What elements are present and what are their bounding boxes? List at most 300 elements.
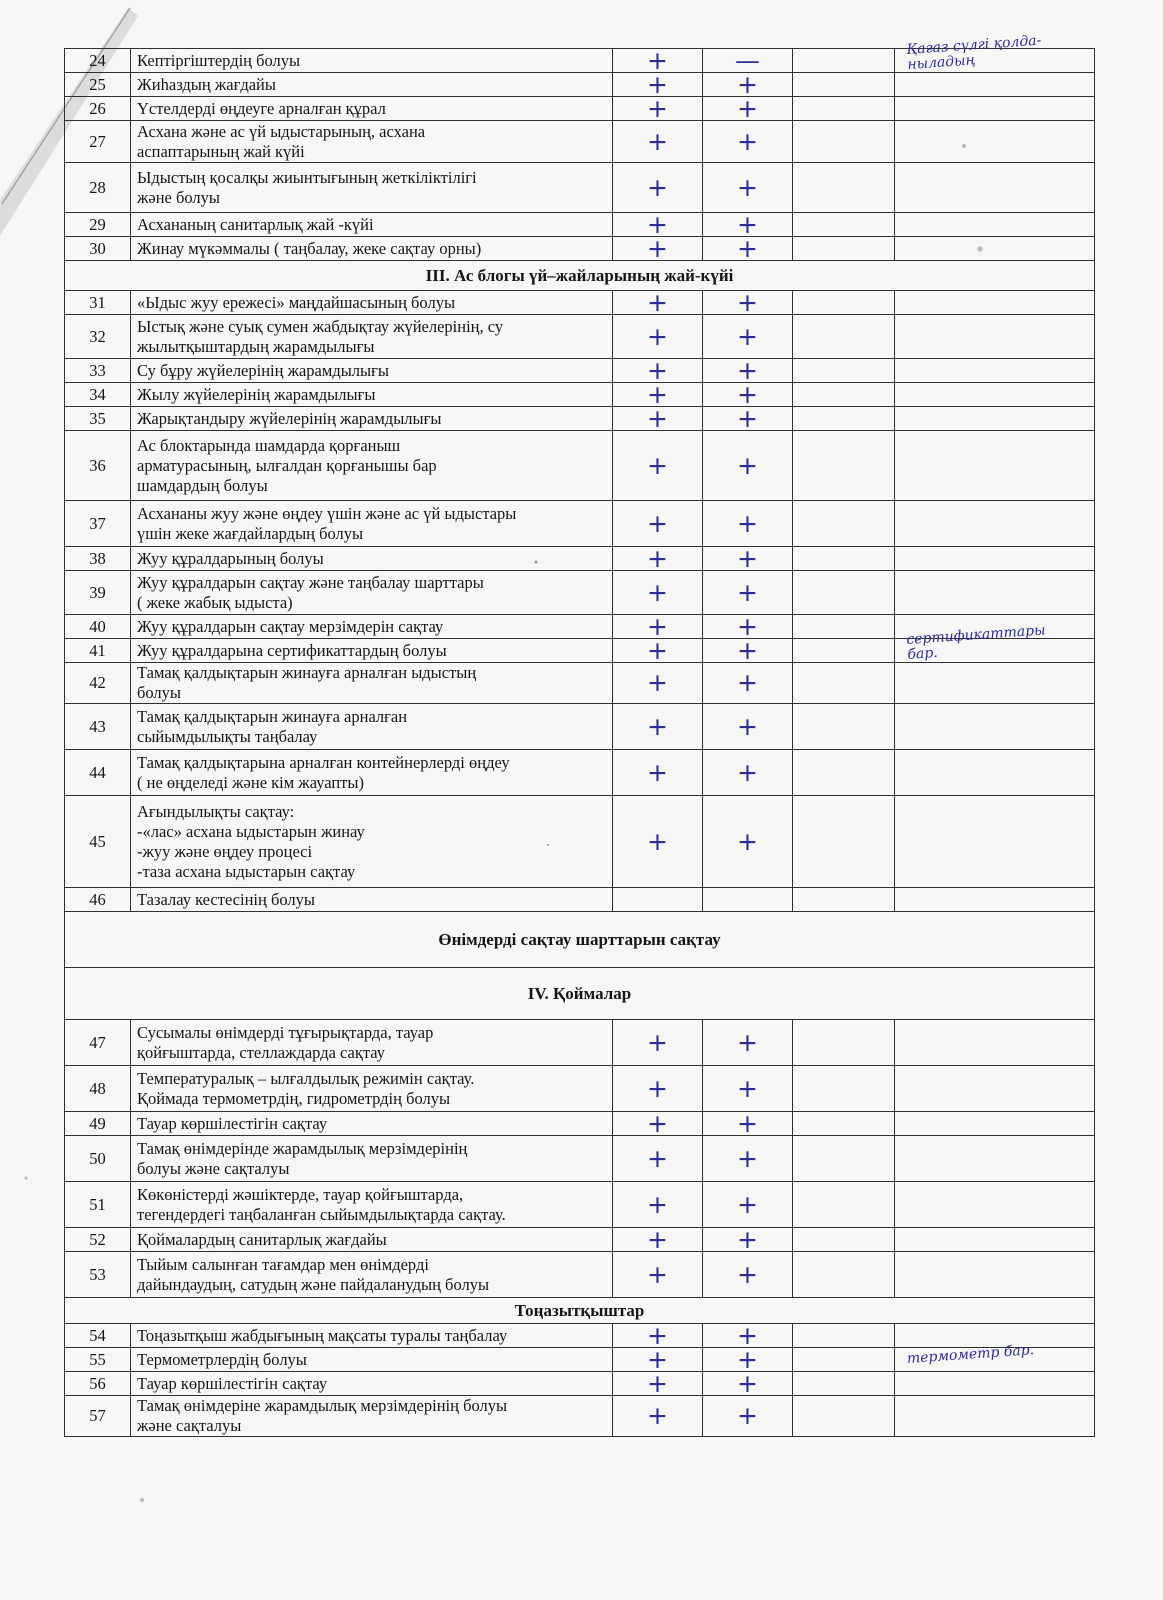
- table-row: [65, 750, 1095, 796]
- mark-cell-2: [703, 287, 793, 317]
- mark-cell-1: [613, 888, 703, 912]
- description-line: тегендердегі таңбаланған сыйымдылықтарда сақтау.: [137, 1204, 506, 1224]
- note-cell: [895, 315, 1095, 359]
- empty-cell: [793, 213, 895, 237]
- description-line: үшін жеке жағдайлардың болуы: [137, 523, 364, 543]
- note-cell: [895, 571, 1095, 615]
- plus-mark: +: [647, 826, 668, 856]
- description-line: сыйымдылықты таңбалау: [137, 726, 318, 746]
- empty-cell: [793, 571, 895, 615]
- description-line: Жуу құралдарына сертификаттардың болуы: [137, 640, 447, 660]
- empty-cell: [793, 237, 895, 261]
- description-line: -жуу және өңдеу процесі: [137, 841, 313, 861]
- plus-mark: +: [737, 1259, 758, 1289]
- description-line: Асхананы жуу және өңдеу үшін және ас үй ыдыстары: [137, 503, 517, 523]
- description-line: Ағындылықты сақтау:: [137, 801, 295, 821]
- plus-mark: +: [647, 508, 668, 538]
- empty-cell: [793, 1324, 895, 1348]
- description-line: Кептіргіштердің болуы: [137, 50, 301, 70]
- row-number: 50: [65, 1136, 131, 1182]
- description-line: дайындаудың, сатудың және пайдаланудың болуы: [137, 1274, 490, 1294]
- row-description: [131, 888, 613, 912]
- row-description: [131, 547, 613, 571]
- plus-mark: +: [647, 711, 668, 741]
- plus-mark: +: [737, 233, 758, 263]
- empty-cell: [793, 73, 895, 97]
- empty-cell: [793, 383, 895, 407]
- rows-section-2-end: [65, 32, 1095, 263]
- empty-cell: [793, 888, 895, 912]
- row-description: [131, 359, 613, 383]
- plus-mark: +: [647, 93, 668, 123]
- table-row: [65, 1228, 1095, 1252]
- mark-cell-1: [613, 163, 703, 213]
- mark-cell-1: [613, 796, 703, 888]
- empty-cell: [793, 1020, 895, 1066]
- table-row: [65, 97, 1095, 121]
- mark-cell-2: [703, 1136, 793, 1182]
- note-cell: [895, 359, 1095, 383]
- row-number: 25: [65, 73, 131, 97]
- mark-cell-2: [703, 431, 793, 501]
- row-number: 38: [65, 547, 131, 571]
- mark-cell-2: [703, 704, 793, 750]
- description-line: Тамақ қалдықтарын жинауға арналған: [137, 706, 408, 726]
- empty-cell: [793, 407, 895, 431]
- table-row: [65, 1136, 1095, 1182]
- description-line: Тамақ қалдықтарына арналған контейнерлерді өңдеу: [137, 752, 510, 772]
- row-description: [131, 1112, 613, 1136]
- plus-mark: +: [737, 1189, 758, 1219]
- row-description: [131, 73, 613, 97]
- row-number: 37: [65, 501, 131, 547]
- plus-mark: +: [737, 209, 758, 239]
- mark-cell-1: [613, 1252, 703, 1298]
- row-number: 32: [65, 315, 131, 359]
- description-line: жылытқыштардың жарамдылығы: [137, 336, 375, 356]
- mark-cell-2: [703, 1396, 793, 1437]
- note-cell: [895, 704, 1095, 750]
- note-cell: [895, 237, 1095, 261]
- empty-cell: [793, 547, 895, 571]
- row-description: [131, 663, 613, 704]
- mark-cell-1: [613, 1020, 703, 1066]
- plus-mark: +: [647, 635, 668, 665]
- description-line: Жылу жүйелерінің жарамдылығы: [137, 384, 376, 404]
- plus-mark: +: [647, 126, 668, 156]
- row-number: 49: [65, 1112, 131, 1136]
- handwritten-line: бар.: [906, 644, 939, 663]
- plus-mark: +: [737, 577, 758, 607]
- row-number: 41: [65, 639, 131, 663]
- mark-cell-1: [613, 1368, 703, 1398]
- table-row: [65, 501, 1095, 547]
- table-row: [65, 1066, 1095, 1112]
- table-row: [65, 213, 1095, 237]
- row-description: [131, 571, 613, 615]
- plus-mark: +: [737, 355, 758, 385]
- table-row: [65, 315, 1095, 359]
- table-row: [65, 1396, 1095, 1437]
- plus-mark: +: [737, 668, 758, 697]
- description-line: Ас блоктарында шамдарда қорғаныш: [137, 435, 401, 455]
- mark-cell-2: [703, 1224, 793, 1254]
- mark-cell-2: [703, 635, 793, 665]
- table-row: [65, 663, 1095, 704]
- note-cell: [895, 32, 1095, 73]
- plus-mark: +: [647, 287, 668, 317]
- plus-mark: +: [647, 1143, 668, 1173]
- plus-mark: +: [647, 1320, 668, 1350]
- handwritten-line: термометр бар.: [906, 1342, 1035, 1367]
- row-description: [131, 121, 613, 163]
- row-description: [131, 1020, 613, 1066]
- mark-cell-2: [703, 163, 793, 213]
- plus-mark: +: [737, 1108, 758, 1138]
- row-number: 51: [65, 1182, 131, 1228]
- note-cell: [895, 121, 1095, 163]
- description-line: Жиһаздың жағдайы: [137, 74, 276, 94]
- empty-cell: [793, 501, 895, 547]
- handwritten-line: сертификаттары: [905, 622, 1046, 648]
- empty-cell: [793, 1396, 895, 1437]
- plus-mark: +: [737, 711, 758, 741]
- mark-cell-2: [703, 1020, 793, 1066]
- description-line: Тауар көршілестігін сақтау: [137, 1113, 328, 1133]
- plus-mark: +: [737, 611, 758, 641]
- note-cell: [895, 213, 1095, 237]
- rows-section-4: [65, 1020, 1095, 1298]
- handwritten-line: ныладың: [906, 52, 977, 73]
- description-line: Тамақ өнімдерінде жарамдылық мерзімдерінің: [137, 1138, 468, 1158]
- mark-cell-2: [703, 233, 793, 263]
- row-number: 47: [65, 1020, 131, 1066]
- plus-mark: +: [647, 209, 668, 239]
- row-description: [131, 1396, 613, 1437]
- plus-mark: +: [647, 233, 668, 263]
- description-line: Тамақ қалдықтарын жинауға арналған ыдыстың: [137, 663, 477, 682]
- description-line: Ыдыстың қосалқы жиынтығының жеткіліктілігі: [137, 167, 477, 187]
- empty-cell: [793, 1348, 895, 1372]
- mark-cell-1: [613, 543, 703, 573]
- description-line: Көкөністерді жәшіктерде, тауар қойғыштарда,: [137, 1184, 464, 1204]
- row-number: 26: [65, 97, 131, 121]
- handwritten-note: [906, 1343, 1034, 1367]
- checklist-table: [64, 32, 1095, 1437]
- empty-cell: [793, 1252, 895, 1298]
- row-number: 33: [65, 359, 131, 383]
- description-line: болуы және сақталуы: [137, 1158, 290, 1178]
- row-description: [131, 1228, 613, 1252]
- note-cell: [895, 1396, 1095, 1437]
- note-cell: [895, 291, 1095, 315]
- note-cell: [895, 1136, 1095, 1182]
- table-row: [65, 49, 1095, 73]
- note-cell: [895, 431, 1095, 501]
- mark-cell-1: [613, 635, 703, 665]
- empty-cell: [793, 49, 895, 73]
- row-description: [131, 615, 613, 639]
- row-number: 52: [65, 1228, 131, 1252]
- description-line: Жарықтандыру жүйелерінің жарамдылығы: [137, 408, 442, 428]
- table-row: [65, 359, 1095, 383]
- plus-mark: +: [647, 668, 668, 697]
- empty-cell: [793, 750, 895, 796]
- plus-mark: +: [647, 1259, 668, 1289]
- note-cell: [895, 1372, 1095, 1396]
- plus-mark: +: [737, 69, 758, 99]
- section-header-storage: [65, 912, 1095, 1020]
- mark-cell-1: [613, 403, 703, 433]
- section-header-3: [65, 261, 1095, 291]
- description-line: Жинау мүкәммалы ( таңбалау, жеке сақтау орны): [137, 238, 482, 258]
- note-cell: [895, 1252, 1095, 1298]
- plus-mark: +: [737, 321, 758, 351]
- row-description: [131, 639, 613, 663]
- row-number: 40: [65, 615, 131, 639]
- note-cell: [895, 663, 1095, 704]
- plus-mark: +: [647, 379, 668, 409]
- table-row: [65, 1252, 1095, 1298]
- plus-mark: +: [647, 611, 668, 641]
- empty-cell: [793, 1182, 895, 1228]
- table-row: [65, 796, 1095, 888]
- mark-cell-2: [703, 663, 793, 704]
- plus-mark: +: [647, 757, 668, 787]
- row-description: [131, 431, 613, 501]
- description-line: Жуу құралдарының болуы: [137, 548, 324, 568]
- plus-mark: +: [737, 508, 758, 538]
- note-cell: [895, 407, 1095, 431]
- description-line: Тыйым салынған тағамдар мен өнімдерді: [137, 1254, 429, 1274]
- mark-cell-2: [703, 121, 793, 163]
- mark-cell-2: [703, 888, 793, 912]
- mark-cell-2: [703, 750, 793, 796]
- empty-cell: [793, 359, 895, 383]
- plus-mark: +: [737, 1344, 758, 1374]
- row-description: [131, 704, 613, 750]
- plus-mark: +: [737, 757, 758, 787]
- row-number: 56: [65, 1372, 131, 1396]
- note-cell: [895, 1228, 1095, 1252]
- description-line: болуы: [137, 683, 181, 702]
- description-line: -«лас» асхана ыдыстарын жинау: [137, 821, 365, 841]
- description-line: Тоңазытқыш жабдығының мақсаты туралы таңбалау: [137, 1325, 508, 1345]
- row-description: [131, 1324, 613, 1348]
- description-line: Тазалау кестесінің болуы: [137, 889, 315, 909]
- table-row: [65, 888, 1095, 912]
- plus-mark: +: [647, 1344, 668, 1374]
- section-3-title: III. Ас блогы үй–жайларының жай-күйі: [65, 261, 1095, 291]
- plus-mark: +: [737, 403, 758, 433]
- plus-mark: +: [737, 1401, 758, 1430]
- plus-mark: +: [737, 1224, 758, 1254]
- description-line: Асхананың санитарлық жай -күйі: [137, 214, 374, 234]
- row-description: [131, 1372, 613, 1396]
- mark-cell-2: [703, 1066, 793, 1112]
- plus-mark: +: [647, 577, 668, 607]
- empty-cell: [793, 1136, 895, 1182]
- row-description: [131, 237, 613, 261]
- row-number: 55: [65, 1348, 131, 1372]
- row-description: [131, 213, 613, 237]
- row-number: 53: [65, 1252, 131, 1298]
- plus-mark: +: [737, 172, 758, 202]
- table-row: [65, 73, 1095, 97]
- mark-cell-1: [613, 315, 703, 359]
- mark-cell-1: [613, 1224, 703, 1254]
- empty-cell: [793, 315, 895, 359]
- row-description: [131, 1136, 613, 1182]
- table-row: [65, 1020, 1095, 1066]
- mark-cell-1: [613, 1182, 703, 1228]
- plus-mark: +: [647, 321, 668, 351]
- section-4-title: IV. Қоймалар: [65, 968, 1095, 1020]
- description-line: Қоймалардың санитарлық жағдайы: [137, 1229, 387, 1249]
- table-row: [65, 407, 1095, 431]
- rows-fridges: [65, 1320, 1095, 1437]
- mark-cell-1: [613, 287, 703, 317]
- description-line: ( не өңделеді және кім жауапты): [137, 772, 364, 792]
- plus-mark: +: [647, 450, 668, 480]
- note-cell: [895, 888, 1095, 912]
- empty-cell: [793, 431, 895, 501]
- empty-cell: [793, 704, 895, 750]
- mark-cell-2: [703, 543, 793, 573]
- description-line: Үстелдерді өңдеуге арналған құрал: [137, 98, 386, 118]
- row-number: 39: [65, 571, 131, 615]
- rows-section-3: [65, 287, 1095, 912]
- mark-cell-1: [613, 571, 703, 615]
- note-cell: [895, 501, 1095, 547]
- row-number: 46: [65, 888, 131, 912]
- plus-mark: +: [737, 1027, 758, 1057]
- table-row: [65, 1112, 1095, 1136]
- plus-mark: +: [647, 1108, 668, 1138]
- row-number: 43: [65, 704, 131, 750]
- row-description: [131, 291, 613, 315]
- description-line: арматурасының, ылғалдан қорғанышы бар: [137, 455, 437, 475]
- mark-cell-2: [703, 1368, 793, 1398]
- mark-cell-1: [613, 1108, 703, 1138]
- row-description: [131, 315, 613, 359]
- mark-cell-2: [703, 571, 793, 615]
- row-description: [131, 97, 613, 121]
- table-row: [65, 1348, 1095, 1372]
- description-line: ( жеке жабық ыдыста): [137, 592, 293, 612]
- plus-mark: +: [647, 45, 668, 75]
- dash-mark: —: [735, 45, 760, 75]
- mark-cell-2: [703, 501, 793, 547]
- mark-cell-2: [703, 1252, 793, 1298]
- description-line: Ыстық және суық сумен жабдықтау жүйелерінің, су: [137, 316, 504, 336]
- empty-cell: [793, 663, 895, 704]
- empty-cell: [793, 121, 895, 163]
- mark-cell-2: [703, 93, 793, 123]
- table-row: [65, 237, 1095, 261]
- description-line: аспаптарының жай күйі: [137, 141, 305, 161]
- row-number: 27: [65, 121, 131, 163]
- plus-mark: +: [647, 1368, 668, 1398]
- description-line: Асхана және ас үй ыдыстарының, асхана: [137, 121, 426, 141]
- row-number: 28: [65, 163, 131, 213]
- row-number: 31: [65, 291, 131, 315]
- description-line: Су бұру жүйелерінің жарамдылығы: [137, 360, 389, 380]
- row-number: 57: [65, 1396, 131, 1437]
- row-number: 30: [65, 237, 131, 261]
- plus-mark: +: [647, 1224, 668, 1254]
- note-cell: [895, 750, 1095, 796]
- row-description: [131, 501, 613, 547]
- plus-mark: +: [737, 126, 758, 156]
- row-number: 45: [65, 796, 131, 888]
- plus-mark: +: [737, 1073, 758, 1103]
- table-row: [65, 1324, 1095, 1348]
- table-row: [65, 571, 1095, 615]
- table-row: [65, 639, 1095, 663]
- plus-mark: +: [647, 1189, 668, 1219]
- row-number: 36: [65, 431, 131, 501]
- mark-cell-1: [613, 121, 703, 163]
- plus-mark: +: [737, 1368, 758, 1398]
- description-line: Жуу құралдарын сақтау мерзімдерін сақтау: [137, 616, 444, 636]
- mark-cell-2: [703, 1108, 793, 1138]
- mark-cell-2: [703, 796, 793, 888]
- plus-mark: +: [647, 355, 668, 385]
- note-cell: [895, 622, 1095, 663]
- plus-mark: +: [737, 826, 758, 856]
- description-line: «Ыдыс жуу ережесі» маңдайшасының болуы: [137, 292, 456, 312]
- table-row: [65, 1182, 1095, 1228]
- empty-cell: [793, 291, 895, 315]
- mark-cell-2: [703, 1182, 793, 1228]
- row-number: 44: [65, 750, 131, 796]
- empty-cell: [793, 1228, 895, 1252]
- table-row: [65, 704, 1095, 750]
- row-number: 42: [65, 663, 131, 704]
- empty-cell: [793, 1066, 895, 1112]
- mark-cell-1: [613, 663, 703, 704]
- row-number: 29: [65, 213, 131, 237]
- storage-conditions-title: Өнімдерді сақтау шарттарын сақтау: [65, 912, 1095, 968]
- row-description: [131, 1066, 613, 1112]
- table-row: [65, 431, 1095, 501]
- row-description: [131, 1252, 613, 1298]
- note-cell: [895, 1182, 1095, 1228]
- description-line: Тауар көршілестігін сақтау: [137, 1373, 328, 1393]
- row-description: [131, 163, 613, 213]
- plus-mark: +: [647, 1073, 668, 1103]
- mark-cell-2: [703, 403, 793, 433]
- description-line: қойғыштарда, стеллаждарда сақтау: [137, 1042, 386, 1062]
- mark-cell-1: [613, 431, 703, 501]
- row-number: 48: [65, 1066, 131, 1112]
- description-line: Қоймада термометрдің, гидрометрдің болуы: [137, 1088, 451, 1108]
- section-header-fridges: [65, 1298, 1095, 1324]
- fridges-title: Тоңазытқыштар: [65, 1298, 1095, 1324]
- note-cell: [895, 97, 1095, 121]
- empty-cell: [793, 1372, 895, 1396]
- description-line: Сусымалы өнімдерді тұғырықтарда, тауар: [137, 1022, 434, 1042]
- plus-mark: +: [737, 1143, 758, 1173]
- description-line: шамдардың болуы: [137, 475, 268, 495]
- note-cell: [895, 796, 1095, 888]
- empty-cell: [793, 163, 895, 213]
- plus-mark: +: [737, 450, 758, 480]
- row-description: [131, 383, 613, 407]
- empty-cell: [793, 97, 895, 121]
- mark-cell-1: [613, 93, 703, 123]
